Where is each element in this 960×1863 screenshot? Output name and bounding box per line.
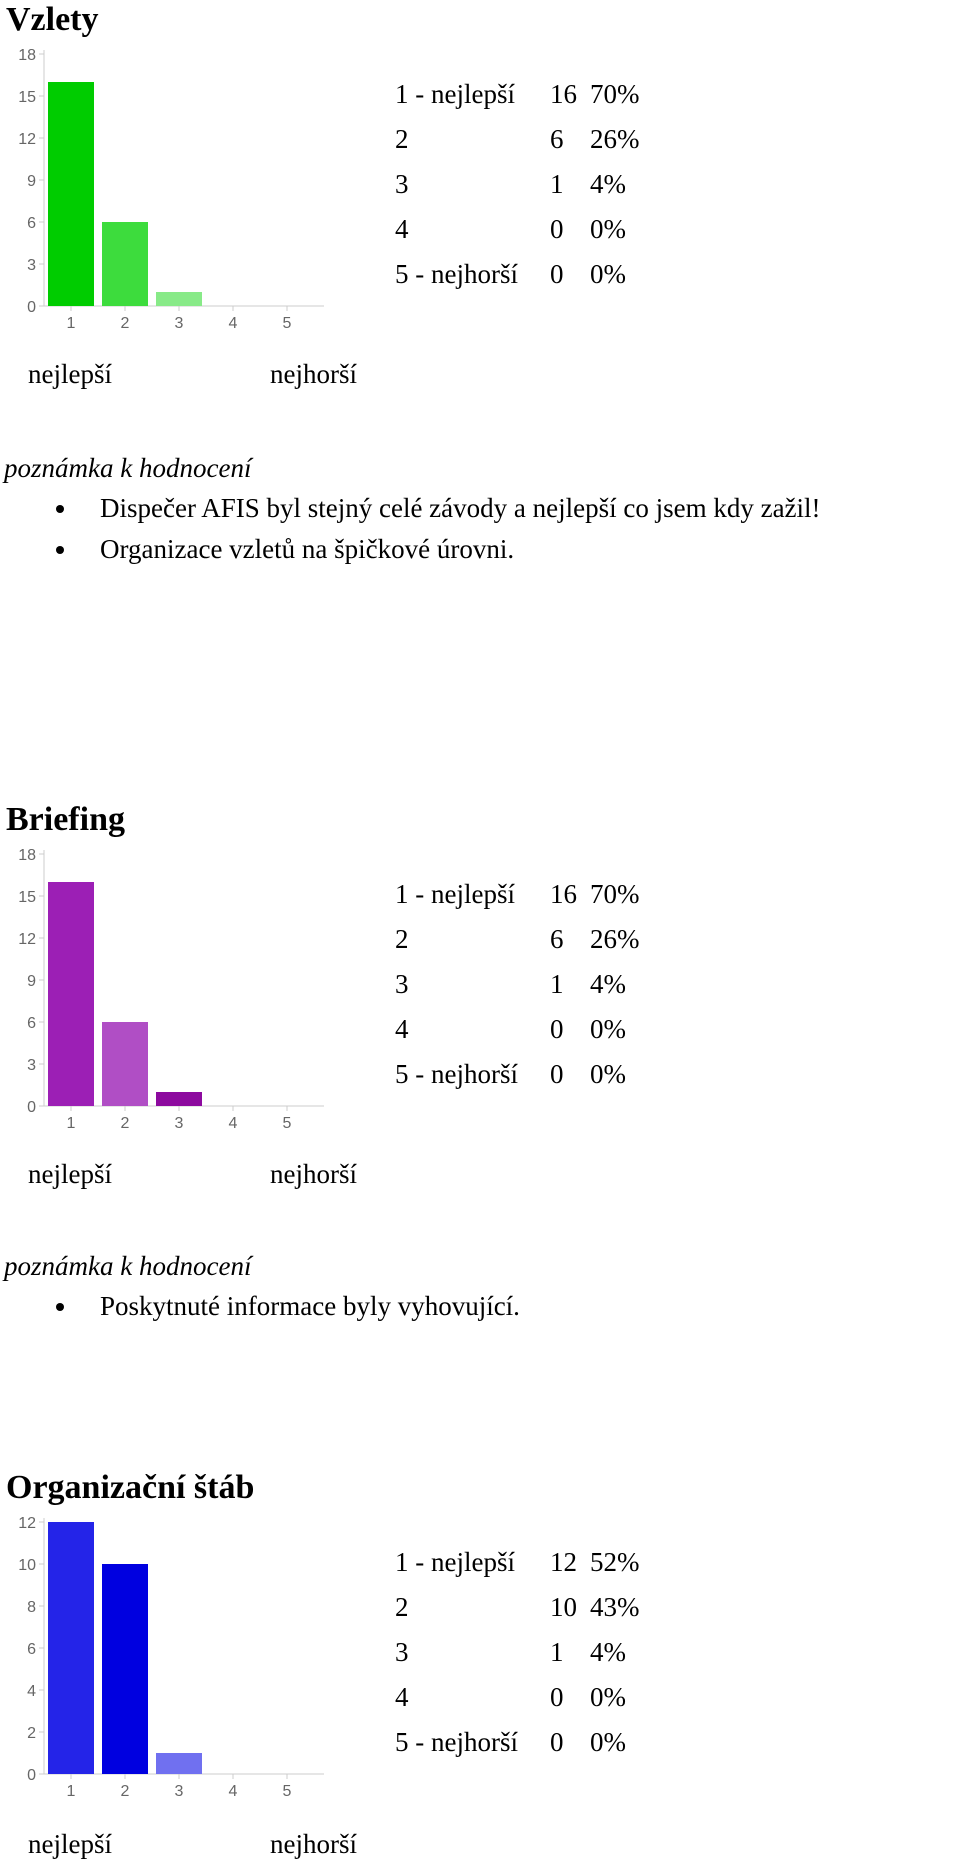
bar-chart — [4, 44, 334, 344]
chart-svg — [4, 844, 334, 1144]
rating-percent: 4% — [590, 1637, 626, 1667]
y-tick-label: 6 — [27, 1641, 36, 1658]
list-item: Dispečer AFIS byl stejný celé závody a nejlepší co jsem kdy zažil! — [0, 488, 821, 529]
y-tick-label: 18 — [18, 847, 36, 864]
rating-label: 3 — [395, 969, 409, 999]
rating-label: 2 — [395, 924, 409, 954]
notes-list — [0, 488, 821, 570]
best-caption: nejlepší — [28, 1159, 112, 1189]
chart-svg — [4, 1512, 334, 1812]
x-tick-label: 2 — [120, 1783, 130, 1800]
rating-label: 2 — [395, 1592, 409, 1622]
x-tick-label: 4 — [228, 315, 238, 332]
x-tick-label: 2 — [120, 1115, 130, 1132]
y-tick-label: 9 — [27, 173, 36, 190]
section-title: Vzlety — [6, 1, 99, 38]
x-tick-label: 1 — [66, 1783, 76, 1800]
bar-chart — [4, 844, 334, 1144]
y-tick-label: 4 — [27, 1683, 36, 1700]
y-tick-label: 3 — [27, 1057, 36, 1074]
rating-label: 3 — [395, 169, 409, 199]
section-vzlety: Vzlety 0 3 6 9 12 15 18 1 2 3 4 5 1 - nejlepší 16 70% 2 6 26% 3 1 4% 4 0 0% 5 - nejhorší 0 0% nejlepší nejhorší poznámka k hodnocení Dispečer AFIS byl stejný celé závody a nejlepší co jsem kdy zažil! Organizace vzletů na špičkové úrovni. — [0, 0, 960, 580]
list-item: Poskytnuté informace byly vyhovující. — [0, 1286, 520, 1327]
x-tick-label: 5 — [282, 315, 292, 332]
worst-caption: nejhorší — [270, 1829, 357, 1859]
bar — [156, 1753, 202, 1774]
x-tick-label: 3 — [174, 1783, 184, 1800]
y-tick-label: 6 — [27, 1015, 36, 1032]
rating-percent: 70% — [590, 79, 640, 109]
rating-percent: 0% — [590, 259, 626, 289]
rating-percent: 43% — [590, 1592, 640, 1622]
rating-label: 1 - nejlepší — [395, 79, 515, 109]
y-tick-label: 6 — [27, 215, 36, 232]
list-item: Organizace vzletů na špičkové úrovni. — [0, 529, 821, 570]
section-title: Briefing — [6, 801, 125, 838]
y-tick-label: 8 — [27, 1599, 36, 1616]
note-label: poznámka k hodnocení — [4, 1251, 252, 1281]
rating-label: 3 — [395, 1637, 409, 1667]
chart-svg — [4, 44, 334, 344]
y-tick-label: 3 — [27, 257, 36, 274]
y-tick-label: 18 — [18, 47, 36, 64]
bar — [156, 1092, 202, 1106]
x-tick-label: 5 — [282, 1115, 292, 1132]
y-tick-label: 2 — [27, 1725, 36, 1742]
section-briefing: Briefing 0 3 6 9 12 15 18 1 2 3 4 5 1 - nejlepší 16 70% 2 6 26% 3 1 4% 4 0 0% 5 - nejhorší 0 0% nejlepší nejhorší poznámka k hodnocení Poskytnuté informace byly vyhovující. — [0, 800, 960, 1360]
rating-label: 5 - nejhorší — [395, 1059, 518, 1089]
rating-percent: 52% — [590, 1547, 640, 1577]
bar — [156, 292, 202, 306]
bar — [102, 1022, 148, 1106]
bar-chart — [4, 1512, 334, 1812]
rating-percent: 0% — [590, 214, 626, 244]
worst-caption: nejhorší — [270, 1159, 357, 1189]
rating-label: 4 — [395, 214, 409, 244]
x-tick-label: 3 — [174, 315, 184, 332]
x-tick-label: 1 — [66, 315, 76, 332]
y-tick-label: 15 — [18, 89, 36, 106]
rating-percent: 4% — [590, 969, 626, 999]
section-organizacni-stab: Organizační štáb 0 2 4 6 8 10 12 1 2 3 4 5 1 - nejlepší 12 52% 2 10 43% 3 1 4% 4 0 0% 5 - nejhorší 0 0% nejlepší nejhorší — [6, 1469, 640, 1859]
y-tick-label: 0 — [27, 1767, 36, 1784]
y-tick-label: 10 — [18, 1557, 36, 1574]
x-tick-label: 2 — [120, 315, 130, 332]
notes-list — [0, 1286, 520, 1327]
rating-label: 5 - nejhorší — [395, 259, 518, 289]
y-tick-label: 15 — [18, 889, 36, 906]
rating-label: 5 - nejhorší — [395, 1727, 518, 1757]
y-tick-label: 0 — [27, 1099, 36, 1116]
y-tick-label: 12 — [18, 131, 36, 148]
rating-percent: 0% — [590, 1727, 626, 1757]
rating-percent: 4% — [590, 169, 626, 199]
rating-label: 1 - nejlepší — [395, 1547, 515, 1577]
x-tick-label: 4 — [228, 1115, 238, 1132]
rating-percent: 26% — [590, 924, 640, 954]
rating-percent: 0% — [590, 1059, 626, 1089]
y-tick-label: 12 — [18, 931, 36, 948]
worst-caption: nejhorší — [270, 359, 357, 389]
x-tick-label: 1 — [66, 1115, 76, 1132]
rating-label: 2 — [395, 124, 409, 154]
rating-percent: 0% — [590, 1014, 626, 1044]
y-tick-label: 0 — [27, 299, 36, 316]
x-tick-label: 5 — [282, 1783, 292, 1800]
best-caption: nejlepší — [28, 1829, 112, 1859]
y-tick-label: 12 — [18, 1515, 36, 1532]
x-tick-label: 3 — [174, 1115, 184, 1132]
rating-percent: 26% — [590, 124, 640, 154]
section-title: Organizační štáb — [6, 1469, 255, 1506]
rating-label: 1 - nejlepší — [395, 879, 515, 909]
rating-percent: 0% — [590, 1682, 626, 1712]
bar — [48, 882, 94, 1106]
rating-label: 4 — [395, 1682, 409, 1712]
note-label: poznámka k hodnocení — [4, 453, 252, 483]
x-tick-label: 4 — [228, 1783, 238, 1800]
bar — [102, 1564, 148, 1774]
rating-percent: 70% — [590, 879, 640, 909]
best-caption: nejlepší — [28, 359, 112, 389]
y-tick-label: 9 — [27, 973, 36, 990]
bar — [48, 1522, 94, 1774]
rating-label: 4 — [395, 1014, 409, 1044]
bar — [102, 222, 148, 306]
bar — [48, 82, 94, 306]
